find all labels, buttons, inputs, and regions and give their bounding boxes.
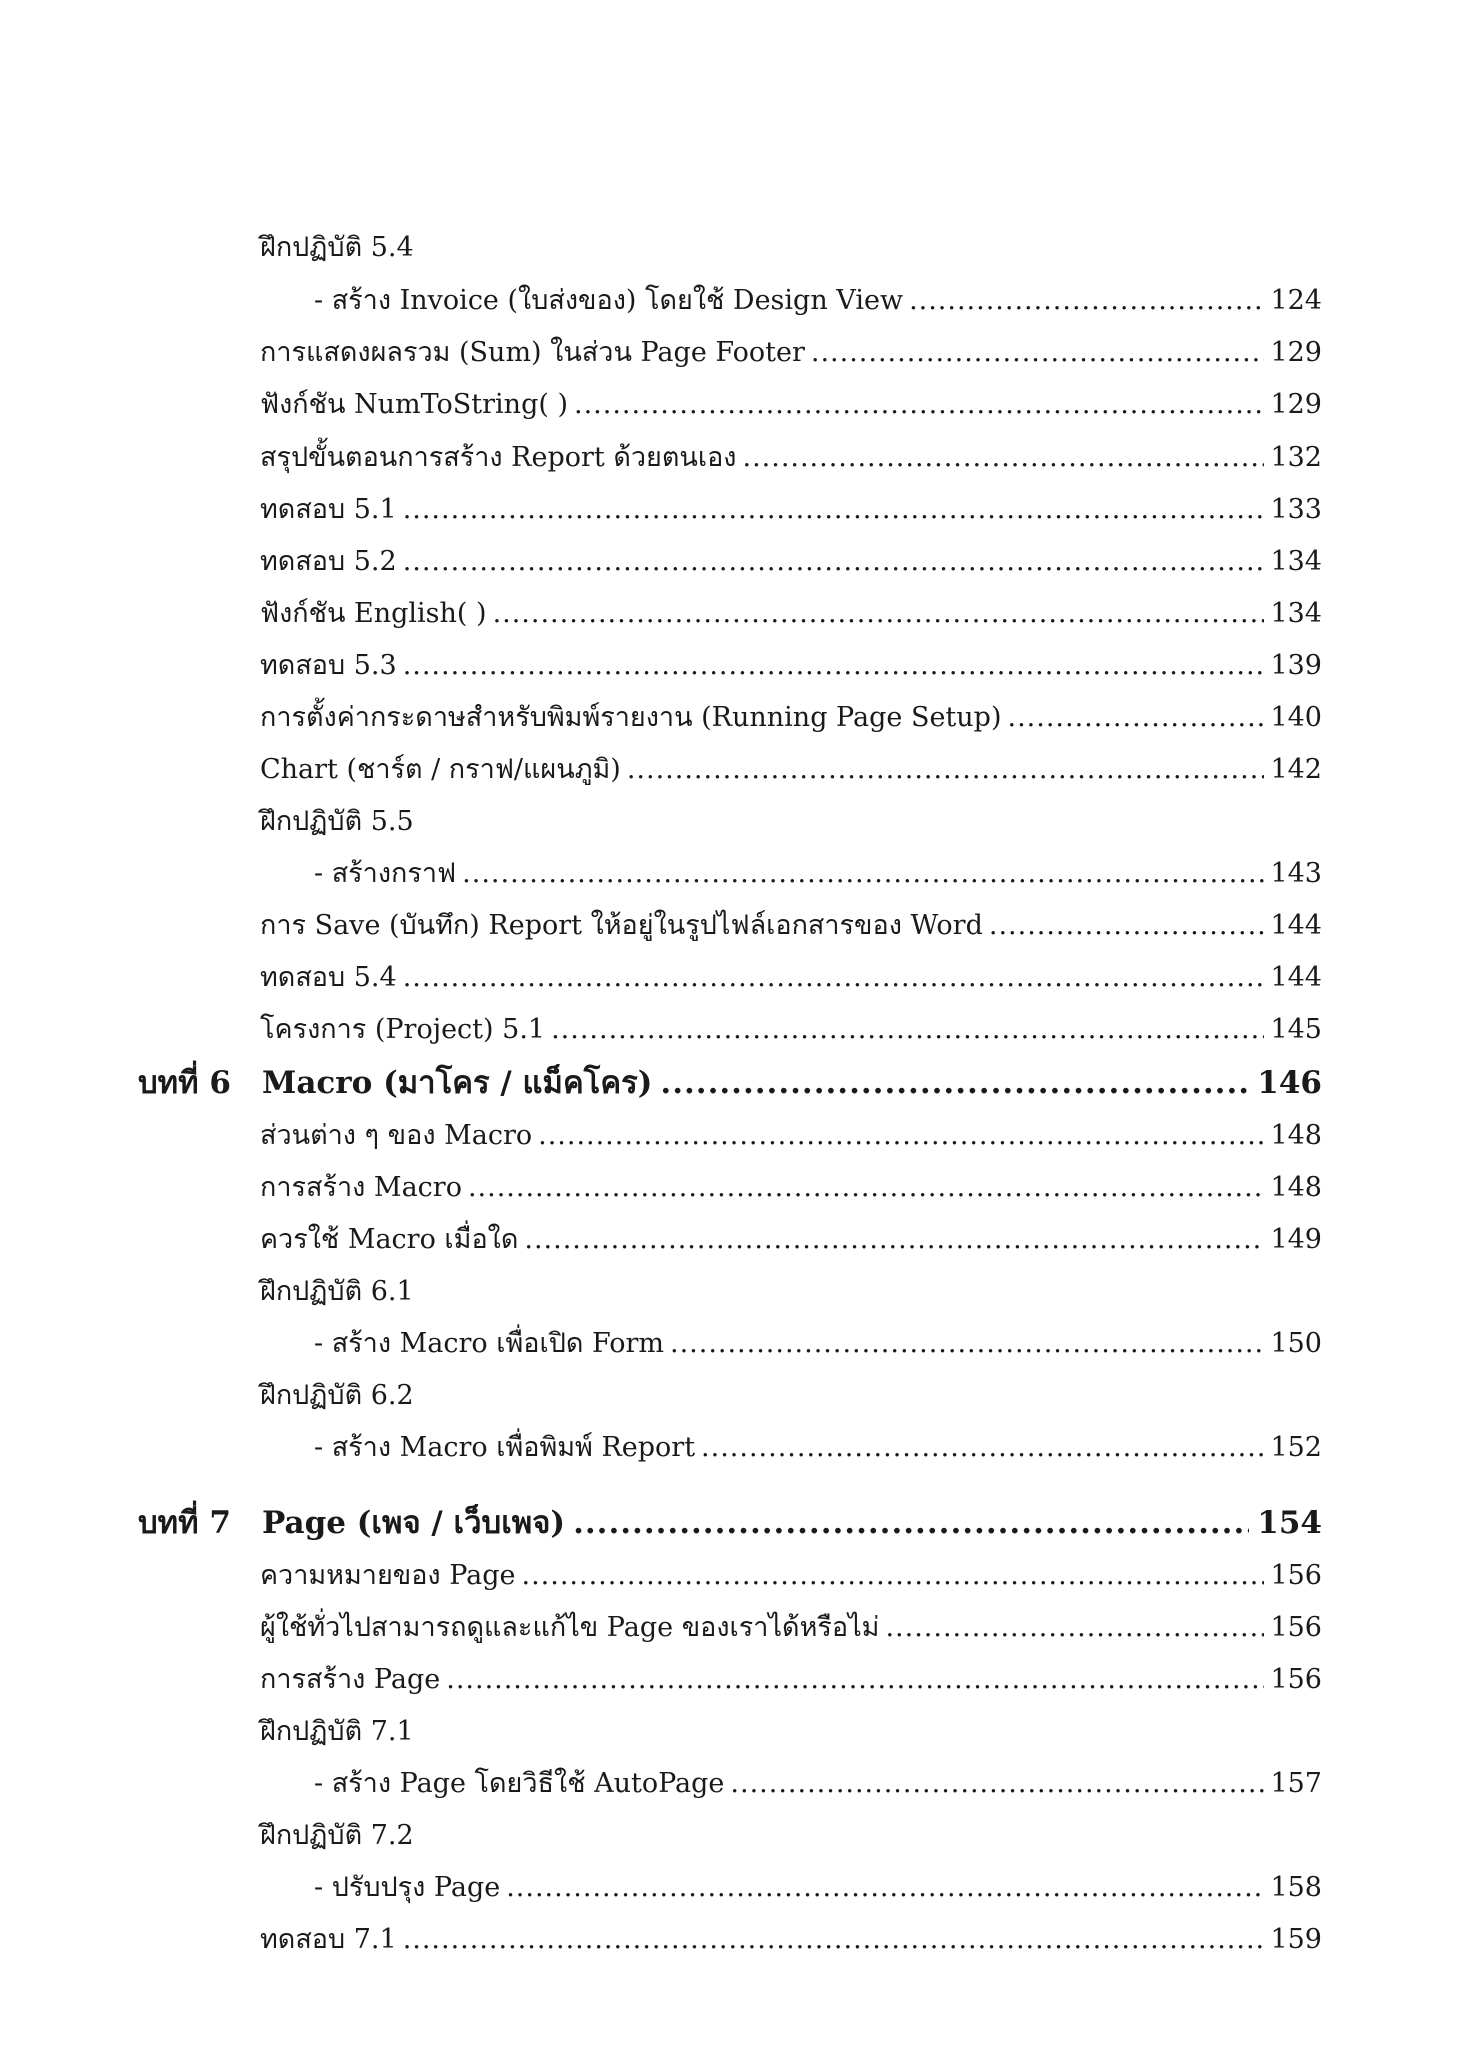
toc-entry-label: - สร้าง Invoice (ใบส่งของ) โดยใช้ Design View — [314, 285, 904, 316]
toc-page-number: 144 — [1270, 910, 1322, 941]
toc-entry-label: ทดสอบ 5.2 — [260, 546, 397, 577]
toc-page-number: 156 — [1270, 1612, 1322, 1643]
toc-page-number: 157 — [1270, 1768, 1322, 1799]
toc-page-number: 142 — [1270, 754, 1322, 785]
toc-entry-label: ฝึกปฏิบัติ 6.1 — [260, 1276, 414, 1307]
dot-leader — [462, 857, 1264, 891]
toc-row — [260, 995, 1322, 1047]
toc-page-number: 145 — [1270, 1014, 1322, 1045]
toc-entry-label: การตั้งค่ากระดาษสำหรับพิมพ์รายงาน (Running Page Setup) — [260, 702, 1002, 733]
toc-row — [260, 1205, 1322, 1257]
toc-entry-label: ผู้ใช้ทั่วไปสามารถดูและแก้ไข Page ของเราได้หรือไม่ — [260, 1612, 880, 1643]
toc-page-number: 150 — [1270, 1328, 1322, 1359]
dot-leader — [670, 1327, 1264, 1361]
toc-row — [260, 475, 1322, 527]
dot-leader — [989, 909, 1265, 943]
toc-entry-label: ความหมายของ Page — [260, 1560, 516, 1591]
dot-leader — [468, 1171, 1265, 1205]
dot-leader — [742, 441, 1264, 475]
toc-row — [260, 683, 1322, 735]
toc-row — [260, 527, 1322, 579]
toc-entry-label: - สร้าง Page โดยวิธีใช้ AutoPage — [314, 1768, 725, 1799]
toc-entry-label: ฟังก์ชัน NumToString( ) — [260, 389, 569, 420]
toc-entry-label: การ Save (บันทึก) Report ให้อยู่ในรูปไฟล์เอกสารของ Word — [260, 910, 983, 941]
dot-leader — [403, 545, 1265, 579]
toc-entry-label: ฝึกปฏิบัติ 5.4 — [260, 232, 414, 263]
toc-row — [260, 423, 1322, 475]
dot-leader — [885, 1611, 1264, 1645]
toc-page-number: 140 — [1270, 702, 1322, 733]
dot-leader — [403, 1923, 1265, 1957]
toc-page-number: 129 — [1270, 337, 1322, 368]
toc-row — [314, 1749, 1322, 1801]
toc-entry-label: ทดสอบ 5.1 — [260, 494, 397, 525]
dot-leader — [701, 1431, 1264, 1465]
toc-entry-label: ทดสอบ 7.1 — [260, 1924, 397, 1955]
toc-row — [260, 943, 1322, 995]
toc-entry-label: Macro (มาโคร / แม็คโคร) — [262, 1065, 653, 1101]
toc-page-number: 143 — [1270, 858, 1322, 889]
toc-row — [314, 1853, 1322, 1905]
toc-entry-label: ทดสอบ 5.3 — [260, 650, 397, 681]
toc-page-number: 156 — [1270, 1560, 1322, 1591]
toc-page-number: 154 — [1257, 1505, 1322, 1541]
dot-leader — [403, 961, 1265, 995]
dot-leader — [446, 1663, 1264, 1697]
toc-page-number: 139 — [1270, 650, 1322, 681]
toc-entry-label: การสร้าง Macro — [260, 1172, 462, 1203]
toc-row — [260, 579, 1322, 631]
toc-row — [260, 1541, 1322, 1593]
toc-row — [260, 1801, 1322, 1853]
chapter-number: บทที่ 7 — [138, 1505, 231, 1541]
toc-page-number: 148 — [1270, 1120, 1322, 1151]
toc-row — [260, 1257, 1322, 1309]
dot-leader — [403, 649, 1265, 683]
toc-row — [260, 213, 1322, 265]
dot-leader — [909, 284, 1264, 318]
toc-page-number: 124 — [1270, 285, 1322, 316]
dot-leader — [811, 336, 1265, 370]
toc-entry-label: ฝึกปฏิบัติ 7.1 — [260, 1716, 414, 1747]
toc-page-number: 144 — [1270, 962, 1322, 993]
toc-page-number: 129 — [1270, 389, 1322, 420]
dot-leader — [522, 1559, 1265, 1593]
toc-entry-label: การแสดงผลรวม (Sum) ในส่วน Page Footer — [260, 337, 805, 368]
toc-row — [260, 787, 1322, 839]
toc-page-number: 148 — [1270, 1172, 1322, 1203]
toc-row — [314, 839, 1322, 891]
toc-entry-label: ฟังก์ชัน English( ) — [260, 598, 487, 629]
toc-entry-label: ฝึกปฏิบัติ 7.2 — [260, 1820, 414, 1851]
toc-entry-label: - สร้างกราฟ — [314, 858, 457, 889]
dot-leader — [660, 1064, 1249, 1102]
toc-entry-label: Chart (ชาร์ต / กราฟ/แผนภูมิ) — [260, 754, 621, 785]
toc-page-number: 146 — [1257, 1065, 1322, 1101]
dot-leader — [524, 1223, 1264, 1257]
dot-leader — [538, 1119, 1264, 1153]
dot-leader — [506, 1871, 1264, 1905]
toc-row — [260, 1101, 1322, 1153]
dot-leader — [574, 388, 1264, 422]
toc-entry-label: ส่วนต่าง ๆ ของ Macro — [260, 1120, 533, 1151]
toc-row — [260, 1153, 1322, 1205]
toc-chapter-row — [138, 1048, 1322, 1102]
toc-entry-label: การสร้าง Page — [260, 1664, 441, 1695]
toc-page-number: 134 — [1270, 546, 1322, 577]
toc-row — [260, 1593, 1322, 1645]
toc-row — [260, 1361, 1322, 1413]
toc-row — [260, 735, 1322, 787]
toc-page-number: 156 — [1270, 1664, 1322, 1695]
toc-row — [260, 631, 1322, 683]
dot-leader — [551, 1013, 1264, 1047]
toc-entry-label: ควรใช้ Macro เมื่อใด — [260, 1224, 519, 1255]
toc-row — [260, 318, 1322, 370]
dot-leader — [493, 597, 1265, 631]
toc-page-number: 133 — [1270, 494, 1322, 525]
toc-row — [260, 370, 1322, 422]
toc-entry-label: ฝึกปฏิบัติ 6.2 — [260, 1380, 414, 1411]
toc-entry-label: - สร้าง Macro เพื่อเปิด Form — [314, 1328, 664, 1359]
toc-entry-label: สรุปขั้นตอนการสร้าง Report ด้วยตนเอง — [260, 442, 737, 473]
toc-entry-label: ทดสอบ 5.4 — [260, 962, 397, 993]
toc-row — [260, 891, 1322, 943]
toc-page-number: 149 — [1270, 1224, 1322, 1255]
toc-entry-label: Page (เพจ / เว็บเพจ) — [262, 1505, 566, 1541]
toc-page-number: 158 — [1270, 1872, 1322, 1903]
toc-page-number: 134 — [1270, 598, 1322, 629]
toc-entry-label: - ปรับปรุง Page — [314, 1872, 501, 1903]
toc-entry-label: โครงการ (Project) 5.1 — [260, 1014, 546, 1045]
toc-row — [260, 1645, 1322, 1697]
toc-row — [260, 1905, 1322, 1957]
dot-leader — [730, 1767, 1264, 1801]
dot-leader — [627, 753, 1265, 787]
toc-row — [260, 1697, 1322, 1749]
toc-page-number: 152 — [1270, 1432, 1322, 1463]
toc-row — [314, 1413, 1322, 1465]
toc-entry-label: ฝึกปฏิบัติ 5.5 — [260, 806, 414, 837]
toc-entry-label: - สร้าง Macro เพื่อพิมพ์ Report — [314, 1432, 696, 1463]
dot-leader — [403, 493, 1265, 527]
chapter-number: บทที่ 6 — [138, 1065, 231, 1101]
toc-page-number: 159 — [1270, 1924, 1322, 1955]
toc-row — [314, 1309, 1322, 1361]
toc-chapter-row — [138, 1488, 1322, 1542]
toc-row — [314, 266, 1322, 318]
dot-leader — [1008, 701, 1265, 735]
toc-page-number: 132 — [1270, 442, 1322, 473]
dot-leader — [573, 1504, 1249, 1542]
